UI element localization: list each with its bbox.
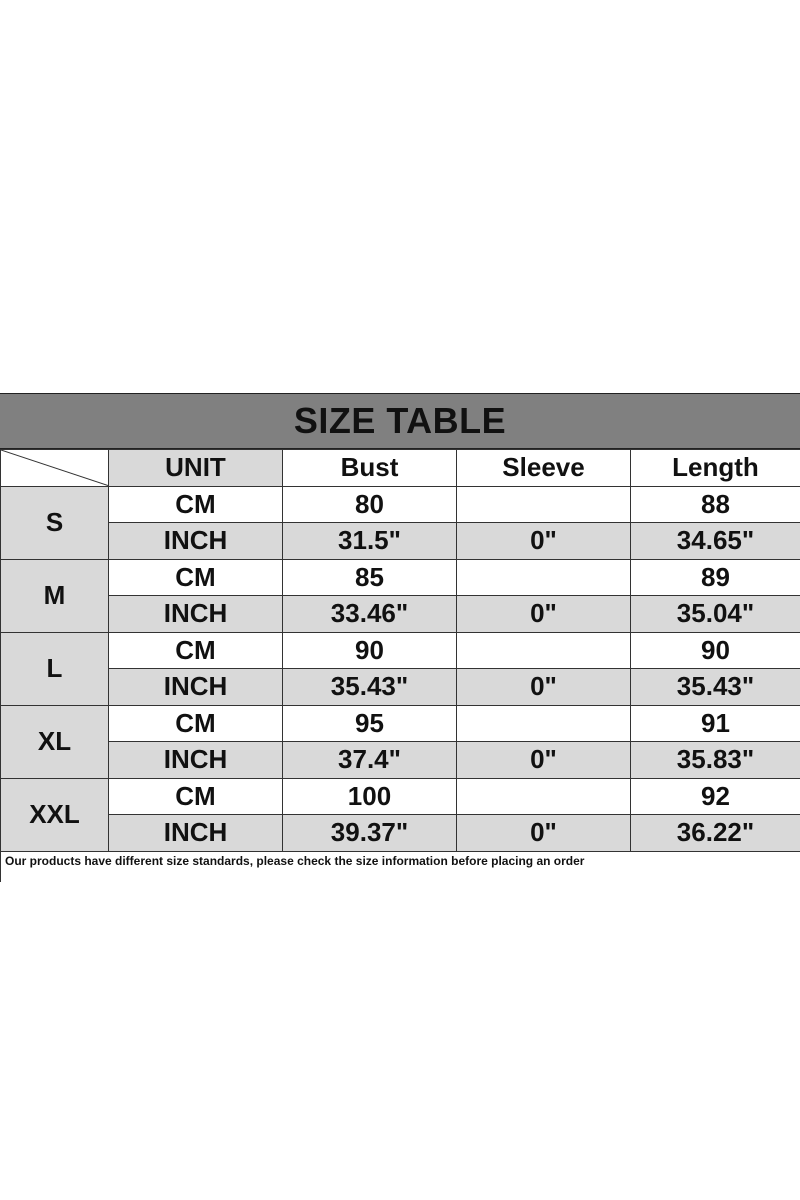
inch-bust-cell: 39.37" [283, 815, 457, 852]
diagonal-divider [1, 450, 108, 486]
inch-length-cell: 34.65" [631, 523, 800, 560]
table-row [1, 559, 800, 596]
cm-sleeve-cell [457, 486, 631, 523]
cm-unit-cell: CM [109, 559, 283, 596]
inch-unit-cell: INCH [109, 742, 283, 779]
cm-bust-cell: 85 [283, 559, 457, 596]
inch-sleeve-cell: 0" [457, 523, 631, 560]
size-label: S [1, 486, 109, 559]
inch-bust-cell: 31.5" [283, 523, 457, 560]
table-row [1, 815, 800, 852]
cm-unit-cell: CM [109, 486, 283, 523]
cm-length-cell: 89 [631, 559, 800, 596]
size-label: XL [1, 705, 109, 778]
cm-bust-cell: 90 [283, 632, 457, 669]
size-label: XXL [1, 778, 109, 851]
size-label: M [1, 559, 109, 632]
inch-unit-cell: INCH [109, 669, 283, 706]
cm-unit-cell: CM [109, 705, 283, 742]
cm-sleeve-cell [457, 778, 631, 815]
table-row [1, 523, 800, 560]
cm-length-cell: 90 [631, 632, 800, 669]
corner-cell [1, 450, 109, 487]
cm-length-cell: 88 [631, 486, 800, 523]
footnote: Our products have different size standards, please check the size information before placing an order [0, 852, 800, 882]
inch-bust-cell: 37.4" [283, 742, 457, 779]
cm-length-cell: 92 [631, 778, 800, 815]
inch-sleeve-cell: 0" [457, 815, 631, 852]
header-length: Length [631, 450, 800, 487]
inch-bust-cell: 33.46" [283, 596, 457, 633]
cm-bust-cell: 100 [283, 778, 457, 815]
inch-unit-cell: INCH [109, 523, 283, 560]
cm-sleeve-cell [457, 632, 631, 669]
table-row [1, 705, 800, 742]
cm-bust-cell: 95 [283, 705, 457, 742]
cm-length-cell: 91 [631, 705, 800, 742]
table-title: SIZE TABLE [0, 393, 800, 449]
header-bust: Bust [283, 450, 457, 487]
inch-unit-cell: INCH [109, 815, 283, 852]
size-label: L [1, 632, 109, 705]
inch-length-cell: 35.04" [631, 596, 800, 633]
cm-bust-cell: 80 [283, 486, 457, 523]
table-row [1, 486, 800, 523]
cm-unit-cell: CM [109, 632, 283, 669]
inch-unit-cell: INCH [109, 596, 283, 633]
header-sleeve: Sleeve [457, 450, 631, 487]
inch-sleeve-cell: 0" [457, 669, 631, 706]
header-row [1, 450, 800, 487]
size-grid [0, 449, 800, 852]
table-row [1, 669, 800, 706]
table-row [1, 742, 800, 779]
cm-sleeve-cell [457, 705, 631, 742]
cm-sleeve-cell [457, 559, 631, 596]
inch-length-cell: 35.43" [631, 669, 800, 706]
inch-length-cell: 36.22" [631, 815, 800, 852]
cm-unit-cell: CM [109, 778, 283, 815]
inch-length-cell: 35.83" [631, 742, 800, 779]
header-unit: UNIT [109, 450, 283, 487]
size-table [0, 393, 800, 882]
inch-sleeve-cell: 0" [457, 742, 631, 779]
inch-sleeve-cell: 0" [457, 596, 631, 633]
table-row [1, 596, 800, 633]
inch-bust-cell: 35.43" [283, 669, 457, 706]
table-row [1, 778, 800, 815]
table-row [1, 632, 800, 669]
